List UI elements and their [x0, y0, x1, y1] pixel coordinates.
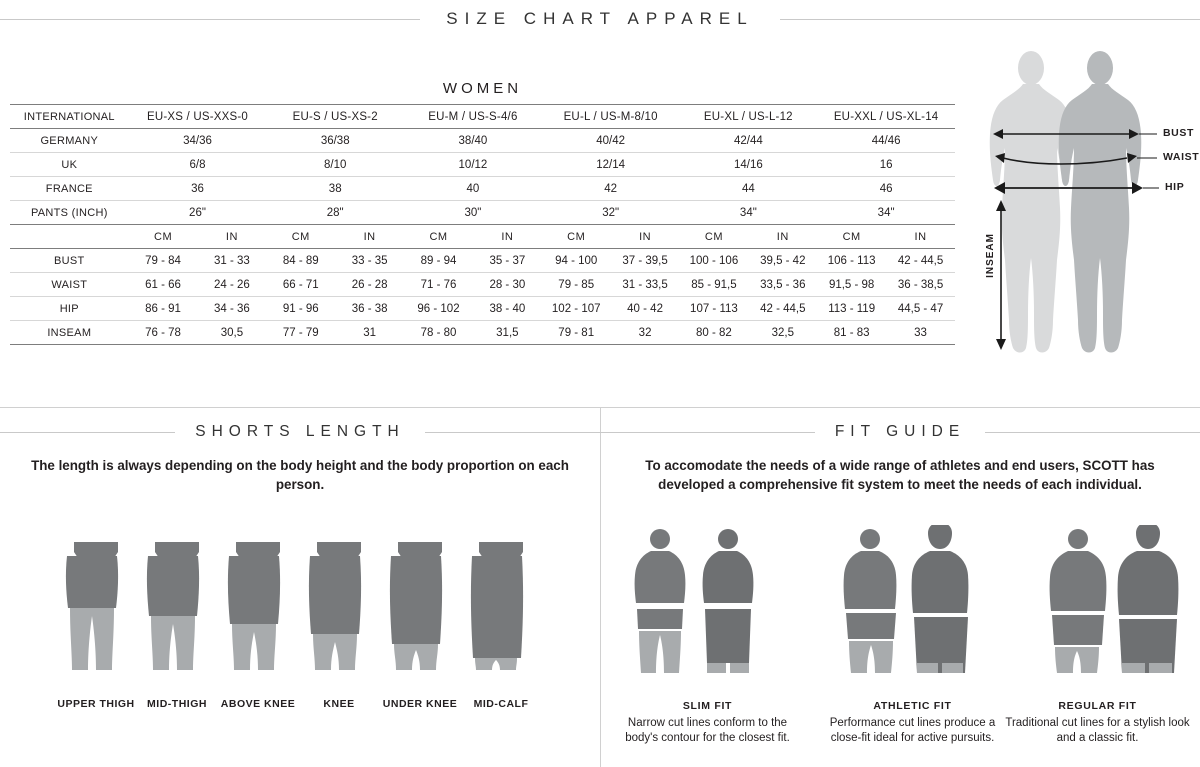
- shorts-figure-mid-thigh: [147, 542, 199, 670]
- header-rule-left: [0, 19, 420, 20]
- unit-cm-2: CM: [404, 225, 473, 249]
- table-row: [10, 201, 955, 225]
- table-row: [10, 129, 955, 153]
- row-label-hip: HIP: [10, 297, 129, 321]
- cell-bust-4-cm: 100 - 106: [680, 249, 749, 273]
- shorts-label-above-knee: ABOVE KNEE: [220, 698, 296, 710]
- unit-cm-5: CM: [817, 225, 886, 249]
- cell-bust-2-cm: 89 - 94: [404, 249, 473, 273]
- cell-inseam-1-in: 31: [335, 321, 404, 345]
- page-title: SIZE CHART APPAREL: [446, 9, 754, 28]
- cell-france-4: 44: [680, 177, 818, 201]
- hip-arrow-right: [1132, 182, 1143, 194]
- shorts-label-upper-thigh: UPPER THIGH: [57, 698, 135, 710]
- female-body-diagram-svg: [975, 48, 1200, 368]
- shorts-description: The length is always depending on the body height and the body proportion on each person.: [31, 458, 569, 492]
- table-row: [10, 297, 955, 321]
- cell-pants-2: 30": [404, 201, 542, 225]
- fit-rule-left: [600, 432, 815, 433]
- fit-figures-svg: [615, 525, 1190, 690]
- unit-in-4: IN: [748, 225, 817, 249]
- shorts-labels: [30, 698, 575, 738]
- fit-title-regular: REGULAR FIT: [1058, 700, 1137, 712]
- cell-uk-1: 8/10: [266, 153, 404, 177]
- shorts-section-title: SHORTS LENGTH: [195, 423, 405, 440]
- cell-inseam-4-in: 32,5: [748, 321, 817, 345]
- cell-waist-0-cm: 61 - 66: [129, 273, 198, 297]
- unit-in-0: IN: [197, 225, 266, 249]
- fit-desc-regular: Traditional cut lines for a stylish look and a classic fit.: [1005, 717, 1190, 744]
- cell-inseam-0-in: 30,5: [197, 321, 266, 345]
- cell-waist-5-in: 36 - 38,5: [886, 273, 955, 297]
- cell-hip-2-cm: 96 - 102: [404, 297, 473, 321]
- unit-cm-3: CM: [542, 225, 611, 249]
- cell-germany-2: 38/40: [404, 129, 542, 153]
- row-label-uk: UK: [10, 153, 129, 177]
- table-unit-header-row: [10, 225, 955, 249]
- cell-germany-5: 44/46: [817, 129, 955, 153]
- fit-figure-regular: [1050, 525, 1179, 673]
- cell-inseam-4-cm: 80 - 82: [680, 321, 749, 345]
- cell-germany-4: 42/44: [680, 129, 818, 153]
- cell-uk-2: 10/12: [404, 153, 542, 177]
- fit-guide-illustrations: [615, 525, 1190, 690]
- back-body-icon: [1059, 51, 1142, 353]
- table-size-header-row: [10, 105, 955, 129]
- shorts-label-under-knee: UNDER KNEE: [382, 698, 458, 710]
- page-header: [0, 0, 1200, 38]
- cell-inseam-5-cm: 81 - 83: [817, 321, 886, 345]
- cell-pants-1: 28": [266, 201, 404, 225]
- cell-pants-4: 34": [680, 201, 818, 225]
- cell-waist-4-cm: 85 - 91,5: [680, 273, 749, 297]
- table-row: [10, 321, 955, 345]
- fit-figure-athletic: [844, 525, 969, 673]
- cell-pants-3: 32": [542, 201, 680, 225]
- cell-hip-0-cm: 86 - 91: [129, 297, 198, 321]
- cell-france-0: 36: [129, 177, 267, 201]
- shorts-figure-mid-calf: [471, 542, 523, 670]
- cell-inseam-2-in: 31,5: [473, 321, 542, 345]
- fit-guide-section-title: FIT GUIDE: [834, 423, 966, 440]
- fit-rule-right: [985, 432, 1200, 433]
- unit-in-3: IN: [611, 225, 680, 249]
- size-column-0: EU-XS / US-XXS-0: [129, 105, 267, 129]
- cell-uk-4: 14/16: [680, 153, 818, 177]
- unit-header-blank: [10, 225, 129, 249]
- shorts-figure-above-knee: [228, 542, 280, 670]
- table-row: [10, 273, 955, 297]
- shorts-figure-under-knee: [390, 542, 442, 670]
- cell-inseam-5-in: 33: [886, 321, 955, 345]
- size-column-1: EU-S / US-XS-2: [266, 105, 404, 129]
- table-row: [10, 153, 955, 177]
- fit-guide-description: To accomodate the needs of a wide range of athletes and end users, SCOTT has developed a comprehensive fit system to meet the needs of each individual.: [645, 458, 1155, 492]
- row-label-germany: GERMANY: [10, 129, 129, 153]
- cell-waist-2-cm: 71 - 76: [404, 273, 473, 297]
- figure-label-inseam: INSEAM: [985, 233, 996, 278]
- size-column-3: EU-L / US-M-8/10: [542, 105, 680, 129]
- cell-hip-5-cm: 113 - 119: [817, 297, 886, 321]
- fit-desc-slim: Narrow cut lines conform to the body's contour for the closest fit.: [625, 717, 790, 744]
- cell-waist-3-in: 31 - 33,5: [611, 273, 680, 297]
- cell-bust-1-cm: 84 - 89: [266, 249, 335, 273]
- shorts-rule-right: [425, 432, 600, 433]
- vertical-divider: [600, 407, 601, 767]
- cell-france-2: 40: [404, 177, 542, 201]
- size-chart-table-wrapper: [10, 72, 955, 345]
- cell-hip-2-in: 38 - 40: [473, 297, 542, 321]
- table-row: [10, 177, 955, 201]
- cell-waist-3-cm: 79 - 85: [542, 273, 611, 297]
- cell-hip-4-cm: 107 - 113: [680, 297, 749, 321]
- cell-hip-4-in: 42 - 44,5: [748, 297, 817, 321]
- size-column-5: EU-XXL / US-XL-14: [817, 105, 955, 129]
- fit-guide-section-header: [600, 414, 1200, 450]
- row-label-bust: BUST: [10, 249, 129, 273]
- cell-waist-5-cm: 91,5 - 98: [817, 273, 886, 297]
- cell-hip-3-in: 40 - 42: [611, 297, 680, 321]
- cell-waist-4-in: 33,5 - 36: [748, 273, 817, 297]
- table-row: [10, 249, 955, 273]
- header-rule-right: [780, 19, 1200, 20]
- cell-hip-1-cm: 91 - 96: [266, 297, 335, 321]
- inseam-arrow-bottom: [996, 339, 1006, 350]
- table-heading-row: [10, 72, 955, 105]
- cell-france-5: 46: [817, 177, 955, 201]
- cell-uk-3: 12/14: [542, 153, 680, 177]
- measurement-figure: [975, 48, 1200, 368]
- cell-france-3: 42: [542, 177, 680, 201]
- cell-bust-0-in: 31 - 33: [197, 249, 266, 273]
- unit-in-1: IN: [335, 225, 404, 249]
- cell-uk-5: 16: [817, 153, 955, 177]
- shorts-section-header: [0, 414, 600, 450]
- cell-waist-0-in: 24 - 26: [197, 273, 266, 297]
- cell-bust-1-in: 33 - 35: [335, 249, 404, 273]
- cell-uk-0: 6/8: [129, 153, 267, 177]
- unit-cm-4: CM: [680, 225, 749, 249]
- cell-france-1: 38: [266, 177, 404, 201]
- cell-bust-0-cm: 79 - 84: [129, 249, 198, 273]
- unit-in-5: IN: [886, 225, 955, 249]
- fit-desc-athletic: Performance cut lines produce a close-fit ideal for active pursuits.: [829, 717, 996, 744]
- shorts-label-mid-thigh: MID-THIGH: [147, 698, 207, 710]
- fit-caption-athletic: [815, 700, 1010, 746]
- cell-inseam-0-cm: 76 - 78: [129, 321, 198, 345]
- figure-label-hip: HIP: [1165, 181, 1185, 193]
- cell-waist-1-in: 26 - 28: [335, 273, 404, 297]
- shorts-figure-upper-thigh: [66, 542, 118, 670]
- size-column-2: EU-M / US-S-4/6: [404, 105, 542, 129]
- cell-pants-0: 26": [129, 201, 267, 225]
- unit-in-2: IN: [473, 225, 542, 249]
- size-chart-table: [10, 72, 955, 345]
- row-label-waist: WAIST: [10, 273, 129, 297]
- unit-cm-1: CM: [266, 225, 335, 249]
- row-label-pants-inch: PANTS (INCH): [10, 201, 129, 225]
- cell-waist-2-in: 28 - 30: [473, 273, 542, 297]
- fit-title-athletic: ATHLETIC FIT: [873, 700, 952, 712]
- shorts-rule-left: [0, 432, 175, 433]
- cell-germany-1: 36/38: [266, 129, 404, 153]
- cell-inseam-1-cm: 77 - 79: [266, 321, 335, 345]
- fit-caption-regular: [1000, 700, 1195, 746]
- fit-figure-slim: [635, 529, 754, 673]
- cell-bust-4-in: 39,5 - 42: [748, 249, 817, 273]
- cell-hip-3-cm: 102 - 107: [542, 297, 611, 321]
- cell-germany-0: 34/36: [129, 129, 267, 153]
- cell-germany-3: 40/42: [542, 129, 680, 153]
- table-heading-women: WOMEN: [10, 72, 955, 105]
- cell-bust-3-cm: 94 - 100: [542, 249, 611, 273]
- size-column-4: EU-XL / US-L-12: [680, 105, 818, 129]
- cell-hip-5-in: 44,5 - 47: [886, 297, 955, 321]
- cell-bust-5-cm: 106 - 113: [817, 249, 886, 273]
- cell-pants-5: 34": [817, 201, 955, 225]
- unit-cm-0: CM: [129, 225, 198, 249]
- cell-waist-1-cm: 66 - 71: [266, 273, 335, 297]
- row-label-france: FRANCE: [10, 177, 129, 201]
- fit-title-slim: SLIM FIT: [682, 700, 733, 712]
- shorts-label-mid-calf: MID-CALF: [473, 698, 529, 710]
- cell-hip-0-in: 34 - 36: [197, 297, 266, 321]
- cell-bust-2-in: 35 - 37: [473, 249, 542, 273]
- shorts-figures-svg: [30, 528, 575, 688]
- fit-caption-slim: [610, 700, 805, 746]
- row-label-inseam: INSEAM: [10, 321, 129, 345]
- cell-inseam-2-cm: 78 - 80: [404, 321, 473, 345]
- shorts-label-knee: KNEE: [323, 698, 355, 710]
- cell-bust-5-in: 42 - 44,5: [886, 249, 955, 273]
- cell-inseam-3-in: 32: [611, 321, 680, 345]
- shorts-figure-knee: [309, 542, 361, 670]
- cell-hip-1-in: 36 - 38: [335, 297, 404, 321]
- figure-label-waist: WAIST: [1163, 151, 1200, 163]
- cell-bust-3-in: 37 - 39,5: [611, 249, 680, 273]
- header-international: INTERNATIONAL: [10, 105, 129, 129]
- front-body-icon: [990, 51, 1073, 353]
- shorts-illustrations: [30, 528, 575, 688]
- figure-label-bust: BUST: [1163, 127, 1194, 139]
- cell-inseam-3-cm: 79 - 81: [542, 321, 611, 345]
